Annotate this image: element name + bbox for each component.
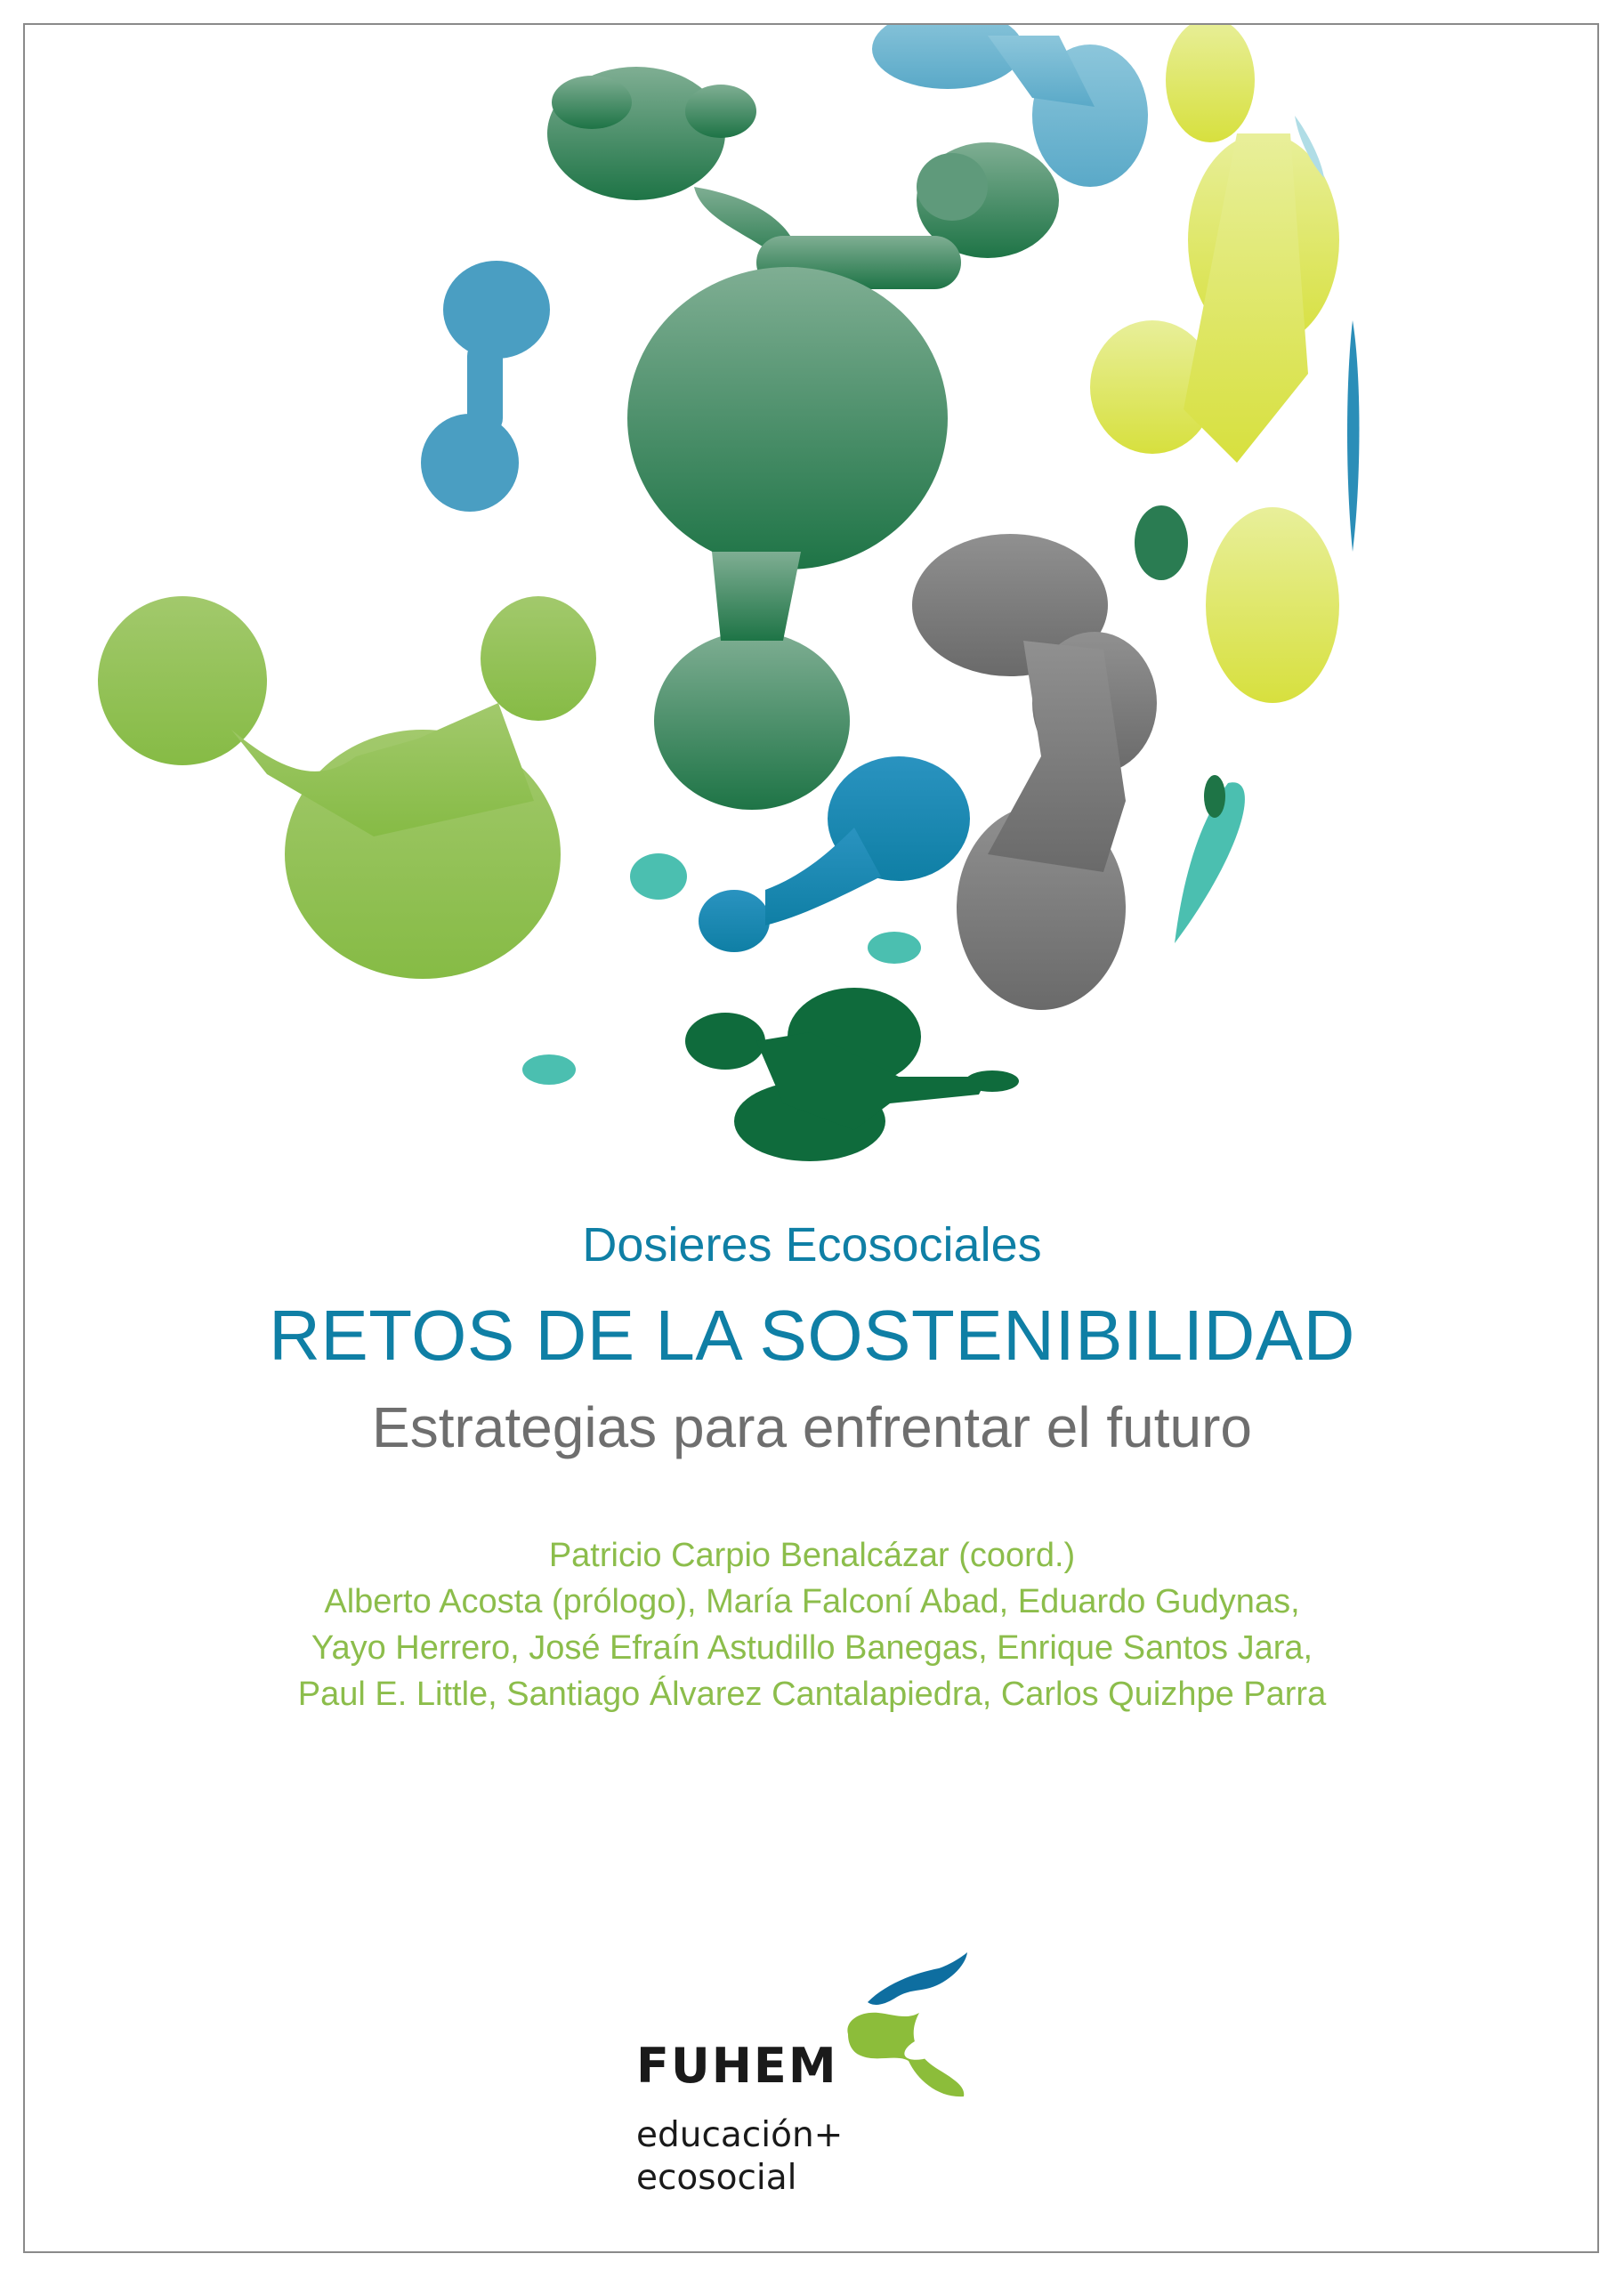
author-line: Alberto Acosta (prólogo), María Falconí Abad, Eduardo Gudynas, [324,1583,1300,1620]
tagline-line: ecosocial [636,2158,797,2198]
author-line: Yayo Herrero, José Efraín Astudillo Banegas, Enrique Santos Jara, [311,1629,1313,1667]
green-oval [1135,505,1188,580]
blue-sliver [1347,320,1360,552]
light-green-blob [98,596,596,979]
series-name: Dosieres Ecosociales [582,1218,1042,1272]
green-sliver [1204,775,1225,818]
publisher-tagline [636,2114,843,2200]
fuhem-logo-icon [832,1947,988,2100]
teal-dot [868,932,921,964]
tagline-line: educación+ [636,2115,844,2155]
authors-list [0,1532,1624,1717]
teal-dot [630,853,687,900]
author-line: Paul E. Little, Santiago Álvarez Cantalapiedra, Carlos Quizhpe Parra [297,1676,1327,1713]
book-subtitle: Estrategias para enfrentar el futuro [372,1395,1252,1459]
grey-blob [912,534,1157,1010]
cover-globe-illustration [80,25,1397,1200]
teal-dot [522,1054,576,1085]
left-blue-blob [421,261,550,512]
book-title: RETOS DE LA SOSTENIBILIDAD [269,1296,1355,1375]
publisher-logo-text: FUHEM [636,2038,838,2094]
author-line: Patricio Carpio Benalcázar (coord.) [548,1537,1076,1574]
small-green-dot [917,153,988,221]
bottom-green-blob [685,988,1019,1161]
